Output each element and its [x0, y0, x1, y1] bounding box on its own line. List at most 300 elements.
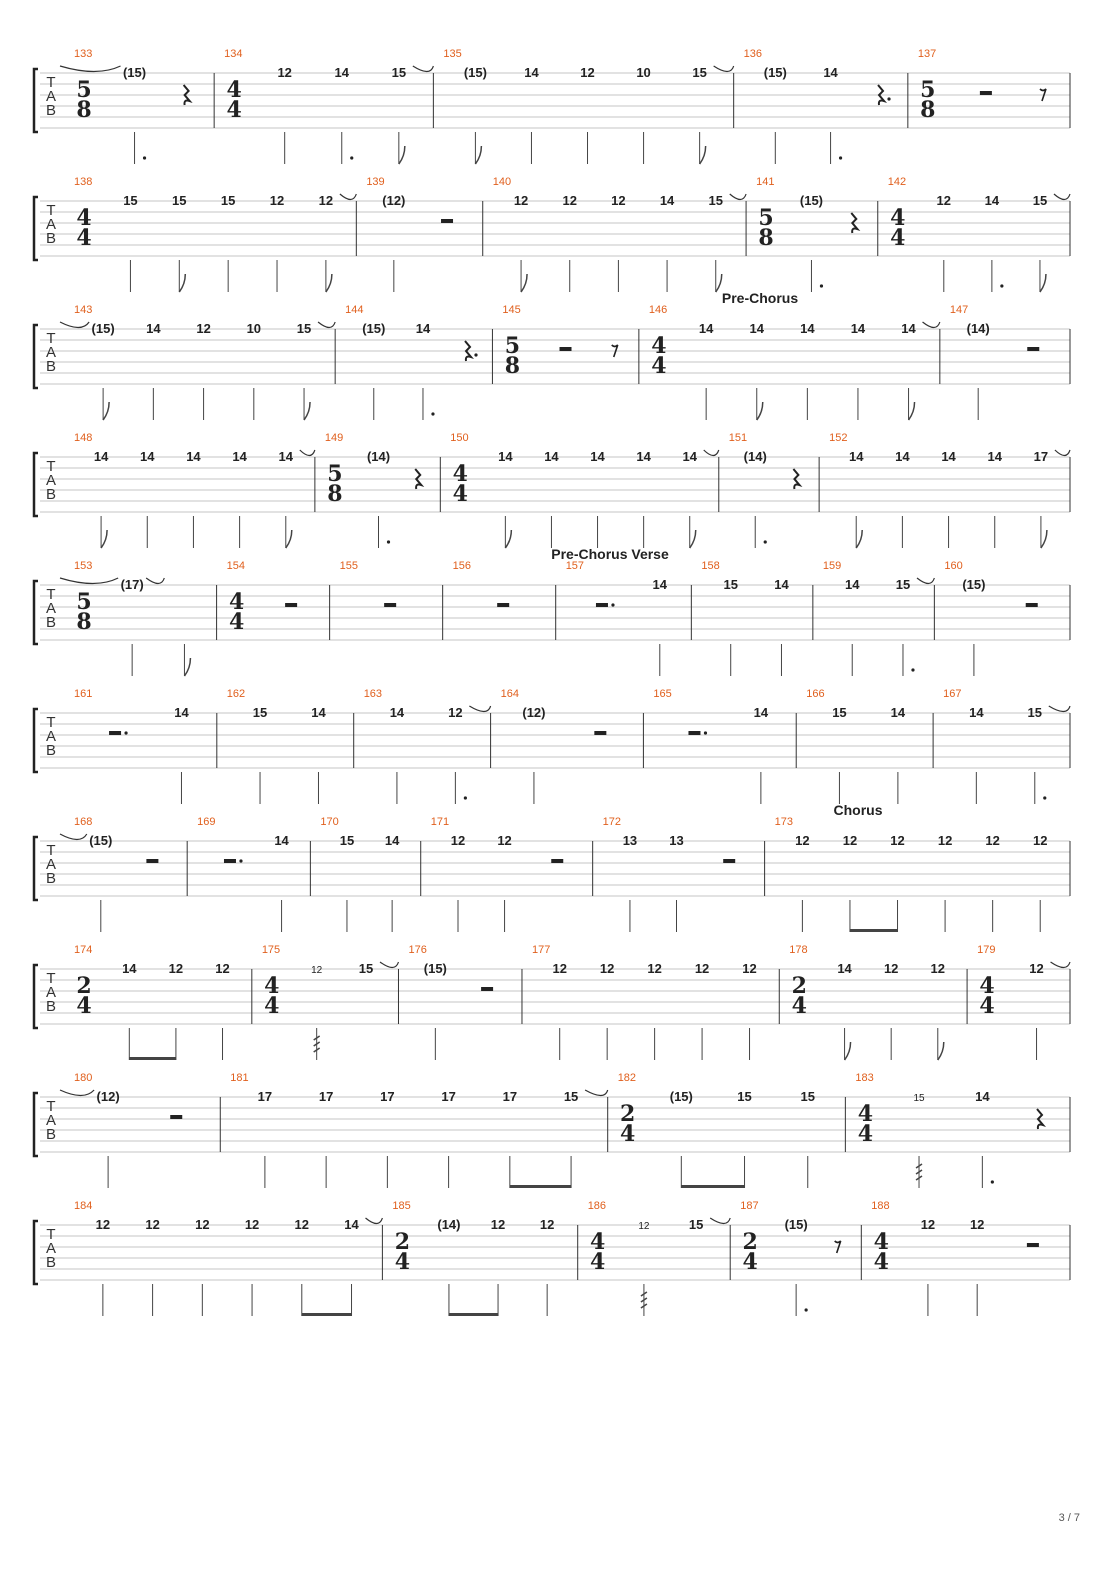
measure-number: 149 [324, 432, 344, 444]
fret-number: 15 [1032, 193, 1048, 208]
tab-clef-letter: A [45, 472, 57, 489]
fret-number: 14 [698, 321, 714, 336]
fret-number: (15) [362, 321, 386, 336]
fret-number: 12 [294, 1217, 310, 1232]
fret-number: 14 [652, 577, 668, 592]
beam [681, 1185, 744, 1188]
measure-number: 147 [949, 304, 969, 316]
measure-number: 152 [829, 432, 848, 444]
measure-number: 180 [74, 1072, 93, 1084]
staff-system [34, 802, 1070, 932]
measure-number: 164 [500, 688, 519, 700]
eighth-flag [399, 146, 405, 164]
fret-number: 14 [800, 321, 815, 336]
fret-number: 14 [636, 449, 651, 464]
fret-number: 15 [688, 1217, 704, 1232]
tie-arc [413, 66, 434, 72]
fret-number: 14 [590, 449, 605, 464]
tab-clef-letter: B [45, 1254, 57, 1271]
fret-number: 15 [895, 577, 911, 592]
time-signature-bottom: 4 [857, 1121, 874, 1147]
fret-number: (12) [522, 705, 546, 720]
tab-clef-letter: B [45, 486, 57, 503]
fret-number: 14 [774, 577, 789, 592]
time-signature-top: 4 [651, 333, 667, 359]
eighth-flag [700, 146, 706, 164]
measure-number: 185 [392, 1200, 411, 1212]
duration-dot [350, 156, 353, 159]
measure-number: 187 [740, 1200, 759, 1212]
eighth-flag [304, 402, 310, 420]
fret-number: 14 [146, 321, 161, 336]
fret-number: 17 [257, 1089, 273, 1104]
measure-number: 163 [363, 688, 383, 700]
fret-number: 12 [562, 193, 577, 208]
staff-system [34, 546, 1070, 676]
eighth-flag [505, 530, 511, 548]
measure-number: 133 [74, 48, 93, 60]
tie-arc [380, 962, 398, 968]
fret-number: 17 [1033, 449, 1049, 464]
fret-number: 10 [246, 321, 262, 336]
fret-number: 13 [622, 833, 638, 848]
tie-arc [60, 1090, 94, 1096]
fret-number: 14 [987, 449, 1002, 464]
measure-number: 139 [366, 176, 385, 188]
tie-arc [60, 834, 87, 840]
fret-number: 12 [539, 1217, 555, 1232]
duration-dot [387, 540, 390, 543]
tie-arc [318, 322, 335, 328]
fret-number: (12) [96, 1089, 120, 1104]
fret-number: (15) [423, 961, 447, 976]
page-number: 3 / 7 [1058, 1512, 1080, 1524]
half-rest [1027, 1243, 1039, 1247]
tie-arc [1051, 962, 1070, 968]
fret-number: 14 [498, 449, 513, 464]
fret-number: 14 [93, 449, 109, 464]
tab-clef-letter: A [45, 216, 57, 233]
fret-number: 14 [186, 449, 201, 464]
fret-number: 14 [682, 449, 697, 464]
fret-number: 12 [694, 961, 710, 976]
fret-number: 15 [391, 65, 407, 80]
fret-number: 14 [232, 449, 247, 464]
measure-number: 151 [728, 432, 748, 444]
system-bracket [34, 69, 38, 132]
tie-arc [1055, 450, 1070, 456]
tab-clef-letter: A [45, 1240, 57, 1257]
half-rest [146, 859, 158, 863]
rest-dot [239, 859, 242, 862]
fret-number: 14 [969, 705, 984, 720]
time-signature-bottom: 4 [264, 993, 280, 1019]
fret-number: 14 [984, 193, 1000, 208]
fret-number: 10 [636, 65, 651, 80]
fret-number: 15 [252, 705, 268, 720]
half-rest [1026, 603, 1038, 607]
eighth-flag [286, 530, 292, 548]
time-signature-bottom: 4 [651, 353, 667, 379]
eighth-flag [757, 402, 763, 420]
system-bracket [34, 197, 38, 260]
tie-arc [60, 66, 121, 72]
tab-clef-letter: B [45, 1126, 57, 1143]
time-signature-top: 2 [742, 1229, 758, 1255]
half-rest [596, 603, 608, 607]
fret-number: 15 [123, 193, 138, 208]
half-rest [723, 859, 735, 863]
measure-number: 144 [345, 304, 364, 316]
half-rest [1027, 347, 1039, 351]
tab-clef-letter: B [45, 870, 57, 887]
fret-number: 12 [1029, 961, 1044, 976]
rest-dot [474, 353, 477, 356]
fret-number: 12 [930, 961, 946, 976]
eighth-flag [1040, 274, 1046, 292]
tab-clef-letter: T [46, 202, 56, 219]
fret-number: 15 [1027, 705, 1043, 720]
beam [850, 929, 898, 932]
fret-number: 12 [450, 833, 466, 848]
measure-number: 136 [743, 48, 763, 60]
fret-number: (15) [122, 65, 147, 80]
fret-number: (15) [89, 833, 113, 848]
rest-dot [611, 603, 614, 606]
tie-arc [704, 450, 719, 456]
fret-number: 12 [599, 961, 615, 976]
measure-number: 182 [617, 1072, 637, 1084]
eighth-flag [845, 1042, 851, 1060]
system-bracket [34, 965, 38, 1028]
fret-number: 14 [975, 1089, 990, 1104]
rest-dot [887, 97, 890, 100]
fret-number: (14) [966, 321, 990, 336]
fret-number: 12 [611, 193, 626, 208]
eighth-flag [909, 402, 915, 420]
half-rest [497, 603, 509, 607]
time-signature-bottom: 4 [394, 1249, 411, 1275]
fret-number: 12 [490, 1217, 506, 1232]
tab-clef-letter: T [46, 714, 56, 731]
staff-system [34, 688, 1070, 804]
fret-number: 12 [647, 961, 662, 976]
measure-number: 178 [789, 944, 808, 956]
fret-number: 14 [837, 961, 852, 976]
fret-number: 12 [936, 193, 952, 208]
eighth-flag [475, 146, 481, 164]
tab-clef-letter: T [46, 458, 56, 475]
fret-number: (15) [669, 1089, 693, 1104]
fret-number: 12 [269, 193, 285, 208]
system-bracket [34, 709, 38, 772]
tab-clef-letter: B [45, 614, 57, 631]
tie-arc [923, 322, 940, 328]
time-signature-top: 5 [76, 589, 92, 615]
measure-number: 184 [74, 1200, 93, 1212]
time-signature-bottom: 4 [620, 1121, 636, 1147]
time-signature-top: 5 [76, 77, 92, 103]
fret-number: 14 [384, 833, 400, 848]
tab-clef-letter: T [46, 330, 56, 347]
time-signature-top: 4 [264, 973, 280, 999]
duration-dot [431, 412, 434, 415]
time-signature-top: 4 [226, 77, 242, 103]
fret-number: 12 [638, 1221, 650, 1232]
duration-dot [991, 1180, 994, 1183]
fret-number: 15 [832, 705, 847, 720]
duration-dot [143, 156, 146, 159]
tie-arc [730, 194, 746, 200]
time-signature-bottom: 4 [791, 993, 807, 1019]
tie-arc [146, 578, 164, 584]
measure-number: 146 [648, 304, 668, 316]
measure-number: 179 [977, 944, 996, 956]
tab-clef-letter: A [45, 344, 57, 361]
fret-number: 12 [195, 1217, 210, 1232]
time-signature-top: 5 [920, 77, 936, 103]
duration-dot [805, 1308, 808, 1311]
fret-number: 14 [389, 705, 405, 720]
tab-clef-letter: B [45, 998, 57, 1015]
measure-number: 172 [602, 816, 622, 828]
fret-number: 12 [448, 705, 463, 720]
measure-number: 154 [226, 560, 245, 572]
time-signature-top: 4 [873, 1229, 889, 1255]
fret-number: 14 [753, 705, 769, 720]
duration-dot [911, 668, 914, 671]
fret-number: 14 [544, 449, 559, 464]
fret-number: (14) [437, 1217, 461, 1232]
beam [449, 1313, 498, 1316]
time-signature-top: 4 [857, 1101, 874, 1127]
fret-number: 14 [895, 449, 910, 464]
section-label: Chorus [833, 802, 883, 818]
measure-number: 171 [430, 816, 450, 828]
tab-clef-letter: A [45, 88, 57, 105]
eighth-flag [103, 402, 109, 420]
fret-number: 12 [552, 961, 567, 976]
fret-number: 17 [380, 1089, 395, 1104]
staff-system [34, 1200, 1070, 1316]
fret-number: 15 [737, 1089, 752, 1104]
measure-number: 158 [701, 560, 720, 572]
beam [129, 1057, 176, 1060]
fret-number: 14 [524, 65, 539, 80]
fret-number: 12 [215, 961, 230, 976]
time-signature-top: 5 [504, 333, 521, 359]
measure-number: 181 [230, 1072, 249, 1084]
fret-number: 12 [513, 193, 529, 208]
time-signature-top: 4 [76, 205, 92, 231]
staff-system [34, 1072, 1070, 1188]
measure-number: 156 [452, 560, 472, 572]
measure-number: 153 [74, 560, 93, 572]
fret-number: 15 [172, 193, 187, 208]
fret-number: 17 [318, 1089, 334, 1104]
duration-dot [764, 540, 767, 543]
fret-number: 12 [196, 321, 211, 336]
fret-number: 15 [296, 321, 312, 336]
fret-number: 15 [692, 65, 707, 80]
fret-number: 12 [890, 833, 905, 848]
time-signature-top: 2 [76, 973, 92, 999]
half-rest [441, 219, 453, 223]
tie-arc [469, 706, 490, 712]
measure-number: 140 [492, 176, 512, 188]
system-bracket [34, 325, 38, 388]
fret-number: 15 [800, 1089, 815, 1104]
fret-number: 12 [937, 833, 953, 848]
tie-arc [1049, 706, 1070, 712]
time-signature-bottom: 4 [226, 97, 242, 123]
time-signature-bottom: 8 [327, 481, 343, 507]
tab-clef-letter: B [45, 742, 57, 759]
fret-number: (15) [763, 65, 787, 80]
fret-number: 12 [277, 65, 292, 80]
measure-number: 173 [774, 816, 793, 828]
time-signature-top: 4 [890, 205, 906, 231]
measure-number: 143 [74, 304, 93, 316]
measure-number: 138 [74, 176, 93, 188]
half-rest [285, 603, 297, 607]
time-signature-top: 4 [228, 589, 245, 615]
time-signature-bottom: 4 [452, 481, 468, 507]
system-bracket [34, 837, 38, 900]
fret-number: (15) [799, 193, 824, 208]
fret-number: 14 [749, 321, 764, 336]
time-signature-bottom: 4 [890, 225, 906, 251]
measure-number: 176 [408, 944, 427, 956]
rest-dot [124, 731, 127, 734]
time-signature-top: 2 [394, 1229, 411, 1255]
eighth-flag [716, 274, 722, 292]
eighth-flag [179, 274, 185, 292]
fret-number: 15 [913, 1093, 925, 1104]
measure-number: 167 [943, 688, 962, 700]
eighth-flag [690, 530, 696, 548]
eighth-flag [101, 530, 107, 548]
half-rest [560, 347, 572, 351]
system-bracket [34, 1093, 38, 1156]
fret-number: (17) [120, 577, 144, 592]
measure-number: 169 [197, 816, 216, 828]
eighth-flag [521, 274, 527, 292]
tie-arc [585, 1090, 608, 1096]
fret-number: (14) [743, 449, 767, 464]
tab-clef-letter: A [45, 856, 57, 873]
tie-arc [366, 1218, 383, 1224]
tab-clef-letter: B [45, 358, 57, 375]
fret-number: 12 [95, 1217, 111, 1232]
fret-number: 12 [985, 833, 1000, 848]
fret-number: (15) [784, 1217, 808, 1232]
time-signature-top: 2 [791, 973, 807, 999]
half-rest [109, 731, 121, 735]
fret-number: 14 [823, 65, 838, 80]
tab-clef-letter: T [46, 1098, 56, 1115]
tab-clef-letter: T [46, 842, 56, 859]
fret-number: 12 [920, 1217, 936, 1232]
measure-number: 135 [443, 48, 462, 60]
tie-arc [714, 66, 734, 72]
fret-number: 12 [311, 965, 323, 976]
time-signature-top: 4 [452, 461, 468, 487]
fret-number: 14 [122, 961, 137, 976]
fret-number: 14 [659, 193, 675, 208]
time-signature-top: 4 [590, 1229, 606, 1255]
fret-number: 12 [497, 833, 512, 848]
measure-number: 141 [756, 176, 775, 188]
tie-arc [340, 194, 356, 200]
fret-number: 15 [723, 577, 738, 592]
duration-dot [1043, 796, 1046, 799]
measure-number: 157 [565, 560, 585, 572]
time-signature-top: 4 [979, 973, 995, 999]
time-signature-bottom: 4 [979, 993, 995, 1019]
time-signature-bottom: 4 [76, 993, 92, 1019]
measure-number: 177 [531, 944, 551, 956]
time-signature-bottom: 8 [76, 609, 92, 635]
fret-number: 12 [580, 65, 595, 80]
time-signature-bottom: 4 [742, 1249, 758, 1275]
eighth-flag [1041, 530, 1047, 548]
eighth-flag [856, 530, 862, 548]
measure-number: 186 [587, 1200, 607, 1212]
fret-number: 12 [318, 193, 334, 208]
measure-number: 166 [806, 688, 825, 700]
tab-clef-letter: A [45, 600, 57, 617]
fret-number: 14 [311, 705, 326, 720]
measure-number: 174 [74, 944, 93, 956]
fret-number: 14 [344, 1217, 359, 1232]
fret-number: (15) [91, 321, 115, 336]
system-bracket [34, 581, 38, 644]
tab-clef-letter: A [45, 984, 57, 1001]
measure-number: 161 [74, 688, 93, 700]
staff-system [34, 176, 1070, 292]
fret-number: 15 [358, 961, 374, 976]
fret-number: 12 [145, 1217, 160, 1232]
tab-clef-letter: B [45, 230, 57, 247]
system-bracket [34, 453, 38, 516]
tab-clef-letter: B [45, 102, 57, 119]
fret-number: 13 [669, 833, 684, 848]
tab-clef-letter: A [45, 1112, 57, 1129]
measure-number: 148 [74, 432, 93, 444]
fret-number: 14 [844, 577, 860, 592]
fret-number: 14 [174, 705, 189, 720]
fret-number: 12 [742, 961, 757, 976]
time-signature-top: 5 [758, 205, 774, 231]
half-rest [384, 603, 396, 607]
fret-number: 14 [274, 833, 289, 848]
fret-number: 15 [708, 193, 723, 208]
fret-number: 14 [850, 321, 866, 336]
measure-number: 162 [226, 688, 246, 700]
measure-number: 188 [871, 1200, 890, 1212]
fret-number: 12 [795, 833, 810, 848]
tab-clef-letter: T [46, 1226, 56, 1243]
tie-arc [300, 450, 315, 456]
measure-number: 160 [944, 560, 963, 572]
time-signature-bottom: 4 [228, 609, 245, 635]
tab-clef-letter: A [45, 728, 57, 745]
fret-number: 14 [901, 321, 916, 336]
duration-dot [464, 796, 467, 799]
measure-number: 168 [74, 816, 93, 828]
half-rest [481, 987, 493, 991]
